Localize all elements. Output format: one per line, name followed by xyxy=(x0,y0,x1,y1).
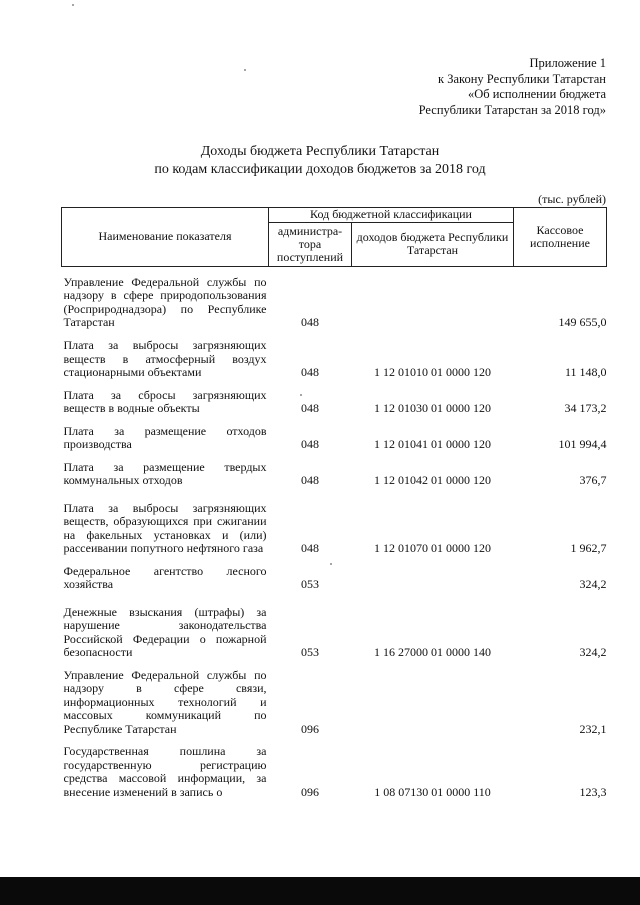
row-admin-code: 053 xyxy=(301,645,319,659)
row-amount: 101 994,4 xyxy=(558,437,607,451)
row-name: Плата за размещение твердых коммунальных отходов xyxy=(63,459,267,487)
row-amount: 11 148,0 xyxy=(564,365,607,379)
row-name: Плата за сбросы загрязняющих веществ в водные объекты xyxy=(63,387,267,415)
table-row xyxy=(62,493,607,561)
scan-bottom-edge xyxy=(0,877,640,905)
title-line-1: Доходы бюджета Республики Татарстан xyxy=(200,144,440,159)
appendix-line-3: «Об исполнении бюджета xyxy=(467,87,606,101)
row-admin-code: 096 xyxy=(301,784,319,799)
scan-speck xyxy=(72,4,74,6)
row-name: Федеральное агентство лесного хозяйства xyxy=(63,563,267,591)
scan-speck xyxy=(300,394,302,396)
row-income-code xyxy=(352,267,514,335)
appendix-line-4: Республики Татарстан за 2018 год» xyxy=(418,102,606,117)
row-amount: 324,2 xyxy=(579,645,607,659)
row-amount: 123,3 xyxy=(579,784,607,799)
header-admin: администра-тора поступлений xyxy=(269,222,352,266)
row-admin-code: 053 xyxy=(301,577,319,591)
units-label: (тыс. рублей) xyxy=(538,192,606,206)
appendix-line-2: к Закону Республики Татарстан xyxy=(438,71,606,86)
row-name: Плата за размещение отходов производства xyxy=(63,423,267,451)
table-row xyxy=(62,665,607,742)
table-row xyxy=(62,741,607,804)
income-table xyxy=(61,207,607,804)
row-name: Плата за выбросы загрязняющих веществ, образующихся при сжигании на факельных установках и (или) рассеивании попутного нефтяного газа xyxy=(63,500,267,555)
header-income: доходов бюджета Республики Татарстан xyxy=(352,222,514,266)
row-income-code: 1 12 01010 01 0000 120 xyxy=(374,365,491,379)
table-row xyxy=(62,267,607,335)
row-admin-code: 096 xyxy=(301,721,319,736)
row-admin-code: 048 xyxy=(301,365,319,379)
table-row xyxy=(62,457,607,493)
header-execution: Кассовое исполнение xyxy=(514,208,607,267)
row-income-code xyxy=(352,665,514,742)
row-name: Денежные взыскания (штрафы) за нарушение законодательства Российской Федерации о пожарной безопасности xyxy=(63,604,267,659)
row-admin-code: 048 xyxy=(301,401,319,415)
row-income-code: 1 16 27000 01 0000 140 xyxy=(374,645,491,659)
row-income-code: 1 08 07130 01 0000 110 xyxy=(374,784,491,799)
header-name: Наименование показателя xyxy=(62,208,269,267)
table-row xyxy=(62,421,607,457)
row-amount: 232,1 xyxy=(579,721,607,736)
row-name: Государственная пошлина за государственную регистрацию средства массовой информации, за внесение изменений в запись о xyxy=(63,744,267,799)
header-code-group: Код бюджетной классификации xyxy=(269,208,514,223)
row-amount: 376,7 xyxy=(579,473,607,487)
row-income-code: 1 12 01070 01 0000 120 xyxy=(374,541,491,555)
row-income-code xyxy=(352,561,514,597)
table-row xyxy=(62,335,607,385)
row-amount: 324,2 xyxy=(579,577,607,591)
row-amount: 1 962,7 xyxy=(570,541,607,555)
appendix-block xyxy=(346,56,606,118)
row-name: Плата за выбросы загрязняющих веществ в атмосферный воздух стационарными объектами xyxy=(63,338,267,379)
table-row xyxy=(62,561,607,597)
row-income-code: 1 12 01042 01 0000 120 xyxy=(374,473,491,487)
document-title xyxy=(0,143,640,179)
row-name: Управление Федеральной службы по надзору в сфере природопользования (Росприроднадзора) по Республике Татарстан xyxy=(63,274,267,329)
row-income-code: 1 12 01041 01 0000 120 xyxy=(374,437,491,451)
scan-speck xyxy=(330,563,332,565)
scan-speck xyxy=(244,69,246,71)
row-income-code: 1 12 01030 01 0000 120 xyxy=(374,401,491,415)
appendix-line-1: Приложение 1 xyxy=(529,56,606,70)
row-name: Управление Федеральной службы по надзору в сфере связи, информационных технологий и массовых коммуникаций по Республике Татарстан xyxy=(63,667,267,736)
row-amount: 34 173,2 xyxy=(564,401,607,415)
row-admin-code: 048 xyxy=(301,315,319,329)
table-row xyxy=(62,385,607,421)
table-row xyxy=(62,597,607,665)
row-admin-code: 048 xyxy=(301,473,319,487)
row-amount: 149 655,0 xyxy=(558,315,607,329)
row-admin-code: 048 xyxy=(301,541,319,555)
title-line-2: по кодам классификации доходов бюджетов за 2018 год xyxy=(154,162,486,177)
row-admin-code: 048 xyxy=(301,437,319,451)
